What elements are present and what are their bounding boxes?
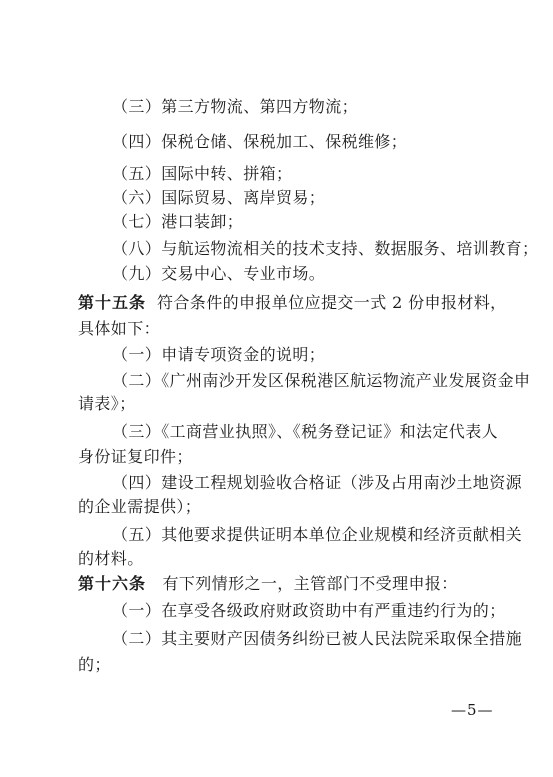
line-text: 有下列情形之一，主管部门不受理申报： — [162, 574, 458, 593]
line-text: 的材料。 — [78, 549, 144, 568]
list-item-construction-certificate — [112, 473, 522, 493]
paragraph-line — [78, 549, 144, 569]
list-item-other-materials — [112, 525, 522, 545]
article-16-paragraph — [78, 574, 458, 594]
list-item-application-statement — [112, 345, 325, 365]
list-item-bonded-storage — [112, 132, 407, 152]
paragraph-line — [78, 319, 160, 339]
list-item-technical-support — [112, 239, 538, 259]
line-text: （四）保税仓储、保税加工、保税维修； — [112, 132, 408, 151]
line-text: （五）国际中转、拼箱； — [112, 164, 293, 183]
line-text: 具体如下： — [78, 319, 161, 338]
page-number: —5— — [451, 701, 494, 719]
paragraph-line — [78, 655, 111, 675]
list-item-trading-center — [112, 264, 325, 284]
line-text: （九）交易中心、专业市场。 — [112, 264, 326, 283]
line-text: （三）第三方物流、第四方物流； — [112, 97, 359, 116]
line-text: （二）其主要财产因债务纠纷已被人民法院采取保全措施 — [112, 629, 523, 648]
list-item-serious-breach — [112, 601, 506, 621]
paragraph-line — [78, 394, 136, 414]
list-item-international-trade — [112, 188, 325, 208]
list-item-third-party-logistics — [112, 97, 358, 117]
line-text: （三）《工商营业执照》、《税务登记证》和法定代表人 — [112, 422, 499, 441]
article-heading: 第十五条 — [78, 293, 147, 312]
line-text: （六）国际贸易、离岸贸易； — [112, 188, 326, 207]
line-text: 的； — [78, 655, 111, 674]
line-text: 请表》； — [78, 394, 136, 413]
line-text: （四）建设工程规划验收合格证（涉及占用南沙土地资源 — [112, 473, 523, 492]
list-item-business-license — [112, 422, 498, 442]
line-text: （一）申请专项资金的说明； — [112, 345, 326, 364]
paragraph-line — [78, 447, 193, 467]
paragraph-line — [78, 497, 201, 517]
line-text: （二）《广州南沙开发区保税港区航运物流产业发展资金申 — [112, 371, 531, 390]
line-text: 符合条件的申报单位应提交一式 2 份申报材料， — [157, 293, 507, 312]
line-text: 的企业需提供）； — [78, 497, 202, 516]
line-text: （八）与航运物流相关的技术支持、数据服务、培训教育； — [112, 239, 539, 258]
article-15-paragraph — [78, 293, 507, 313]
line-text: 身份证复印件； — [78, 447, 193, 466]
line-text: （五）其他要求提供证明本单位企业规模和经济贡献相关 — [112, 525, 523, 544]
list-item-port-loading — [112, 212, 243, 232]
article-heading: 第十六条 — [78, 574, 147, 593]
list-item-application-form — [112, 371, 530, 391]
line-text: （一）在享受各级政府财政资助中有严重违约行为的； — [112, 601, 506, 620]
line-text: （七）港口装卸； — [112, 212, 244, 231]
list-item-international-transit — [112, 164, 292, 184]
list-item-asset-preservation — [112, 629, 522, 649]
